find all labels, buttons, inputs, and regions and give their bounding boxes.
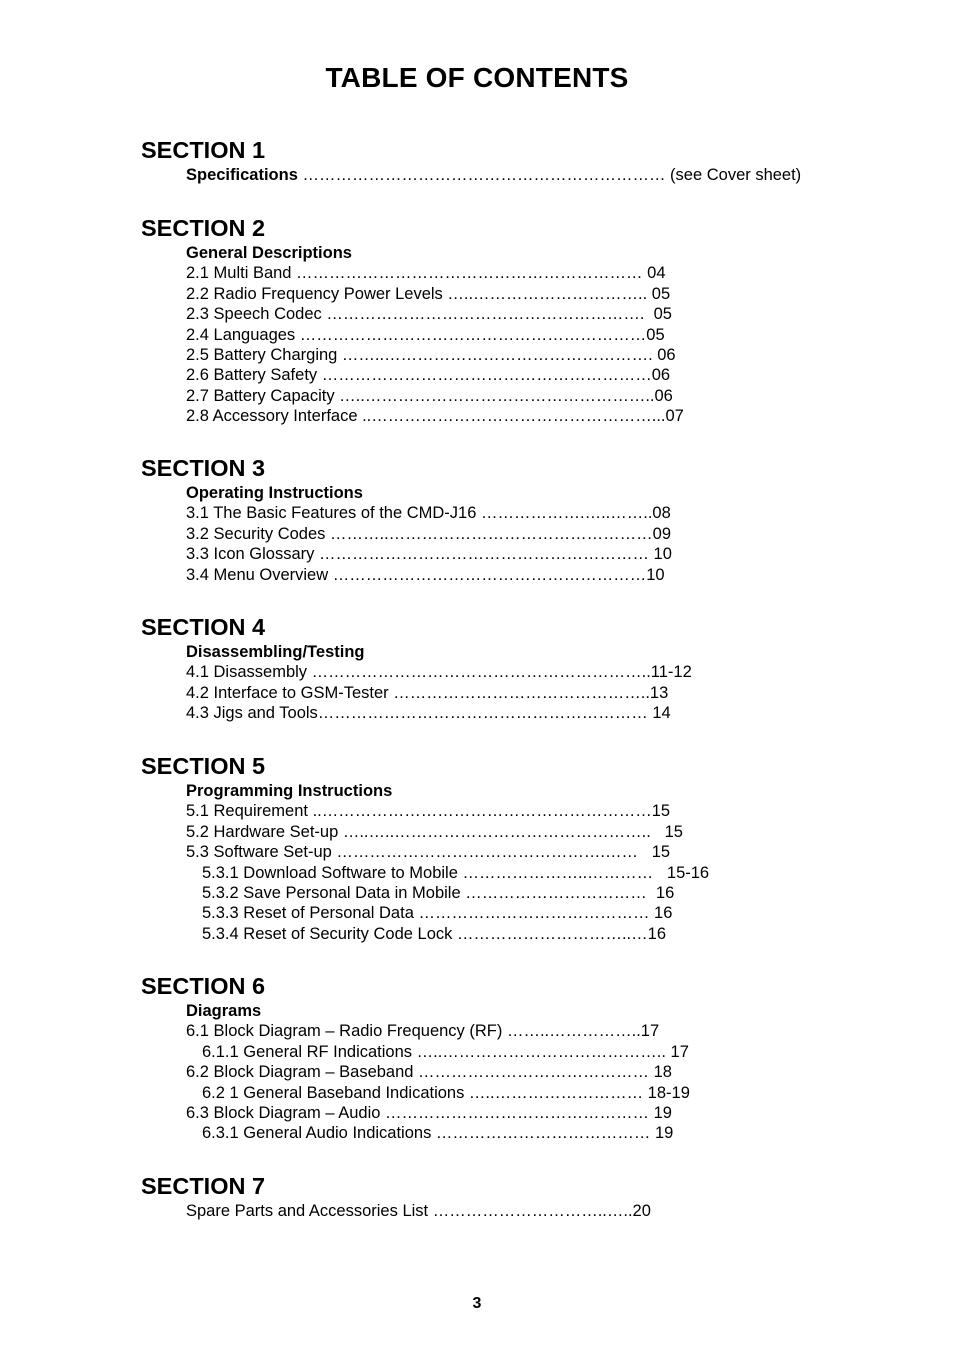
toc-entry[interactable]: 5.3 Software Set-up ………………………………………….…… 15	[186, 843, 671, 862]
section-heading: SECTION 4	[141, 614, 266, 640]
section-3	[141, 453, 841, 585]
toc-sub-entry[interactable]: 5.3.3 Reset of Personal Data …………………………………… 16	[202, 904, 673, 923]
toc-entry[interactable]: 5.2 Hardware Set-up …..…..……………………………………….. 15	[186, 822, 683, 841]
toc-sub-entry[interactable]: 6.2 1 General Baseband Indications …..……………………… 18-19	[202, 1083, 690, 1102]
section-heading: SECTION 6	[141, 973, 266, 999]
toc-entry[interactable]: 6.1 Block Diagram – Radio Frequency (RF) ……..……………..17	[186, 1022, 660, 1041]
toc-entry[interactable]: 2.3 Speech Codec …………………………………………………. 05	[186, 305, 672, 324]
toc-entry[interactable]: 2.2 Radio Frequency Power Levels …..………………………….. 05	[186, 284, 671, 303]
section-subheading: Diagrams	[186, 1002, 262, 1020]
toc-entry[interactable]: 4.3 Jigs and Tools…………………………………………………… 14	[186, 704, 671, 723]
toc-entry[interactable]: 3.1 The Basic Features of the CMD-J16 ……………….…..……..08	[186, 504, 671, 523]
section-subheading: Operating Instructions	[186, 484, 363, 502]
section-subheading: Disassembling/Testing	[186, 643, 365, 661]
section-6	[141, 971, 841, 1144]
toc-sub-entry[interactable]: 5.3.4 Reset of Security Code Lock …………………………..…16	[202, 924, 666, 943]
toc-sub-entry[interactable]: 5.3.1 Download Software to Mobile …………………..………… 15-16	[202, 863, 710, 882]
toc-entry-specifications[interactable]	[186, 165, 841, 185]
section-heading: SECTION 5	[141, 753, 266, 779]
toc-entry[interactable]: Spare Parts and Accessories List …………………………..…..20	[186, 1202, 651, 1220]
toc-sub-entry[interactable]: 6.3.1 General Audio Indications ………………………………… 19	[202, 1124, 674, 1143]
section-1	[141, 135, 841, 185]
toc-entry[interactable]: 2.6 Battery Safety ……………………………………………………06	[186, 366, 671, 385]
section-4	[141, 612, 841, 724]
toc-entry[interactable]: 2.5 Battery Charging ……..…………………………………………. 06	[186, 345, 676, 364]
toc-entry[interactable]: 3.2 Security Codes ………..…………………………………………09	[186, 524, 672, 543]
toc-entry[interactable]: 3.3 Icon Glossary …………………………………………………… 10	[186, 545, 672, 564]
section-subheading: General Descriptions	[186, 244, 352, 262]
toc-entry[interactable]: 6.2 Block Diagram – Baseband …………………………………… 18	[186, 1063, 672, 1082]
section-2	[141, 213, 841, 427]
toc-entry[interactable]: 2.4 Languages ………………………………………………………05	[186, 325, 665, 344]
entry-leader: ………………………………………………………… (see Cover sheet)	[297, 166, 802, 184]
toc-entry[interactable]: 4.1 Disassembly ……………………………………………………..11-12	[186, 663, 692, 682]
section-heading: SECTION 1	[141, 137, 266, 163]
page-number: 3	[472, 1295, 482, 1312]
toc-sub-entry[interactable]: 5.3.2 Save Personal Data in Mobile …………………………… 16	[202, 883, 675, 902]
section-subheading: Programming Instructions	[186, 782, 393, 800]
toc-entry[interactable]: 2.7 Battery Capacity …..……………………………………………..06	[186, 386, 673, 405]
section-7	[141, 1171, 841, 1221]
toc-entry[interactable]: 5.1 Requirement ..……………………………………………………15	[186, 802, 671, 821]
section-heading: SECTION 3	[141, 455, 266, 481]
toc-entry[interactable]: 2.1 Multi Band ……………………………………………………… 04	[186, 264, 666, 283]
page-title: TABLE OF CONTENTS	[325, 62, 629, 93]
toc-entry[interactable]: 3.4 Menu Overview …………………………………………………10	[186, 565, 665, 584]
toc-sub-entry[interactable]: 6.1.1 General RF Indications …..………………………………….. 17	[202, 1042, 689, 1061]
section-5	[141, 751, 841, 944]
toc-entry[interactable]: 6.3 Block Diagram – Audio ………………………………………… 19	[186, 1103, 672, 1122]
section-heading: SECTION 7	[141, 1173, 266, 1199]
toc-entry[interactable]: 4.2 Interface to GSM-Tester ………………………………………..13	[186, 683, 669, 702]
section-heading: SECTION 2	[141, 215, 266, 241]
toc-entry[interactable]: 2.8 Accessory Interface ..……………………………………………...07	[186, 407, 684, 426]
entry-label: Specifications	[186, 166, 298, 184]
